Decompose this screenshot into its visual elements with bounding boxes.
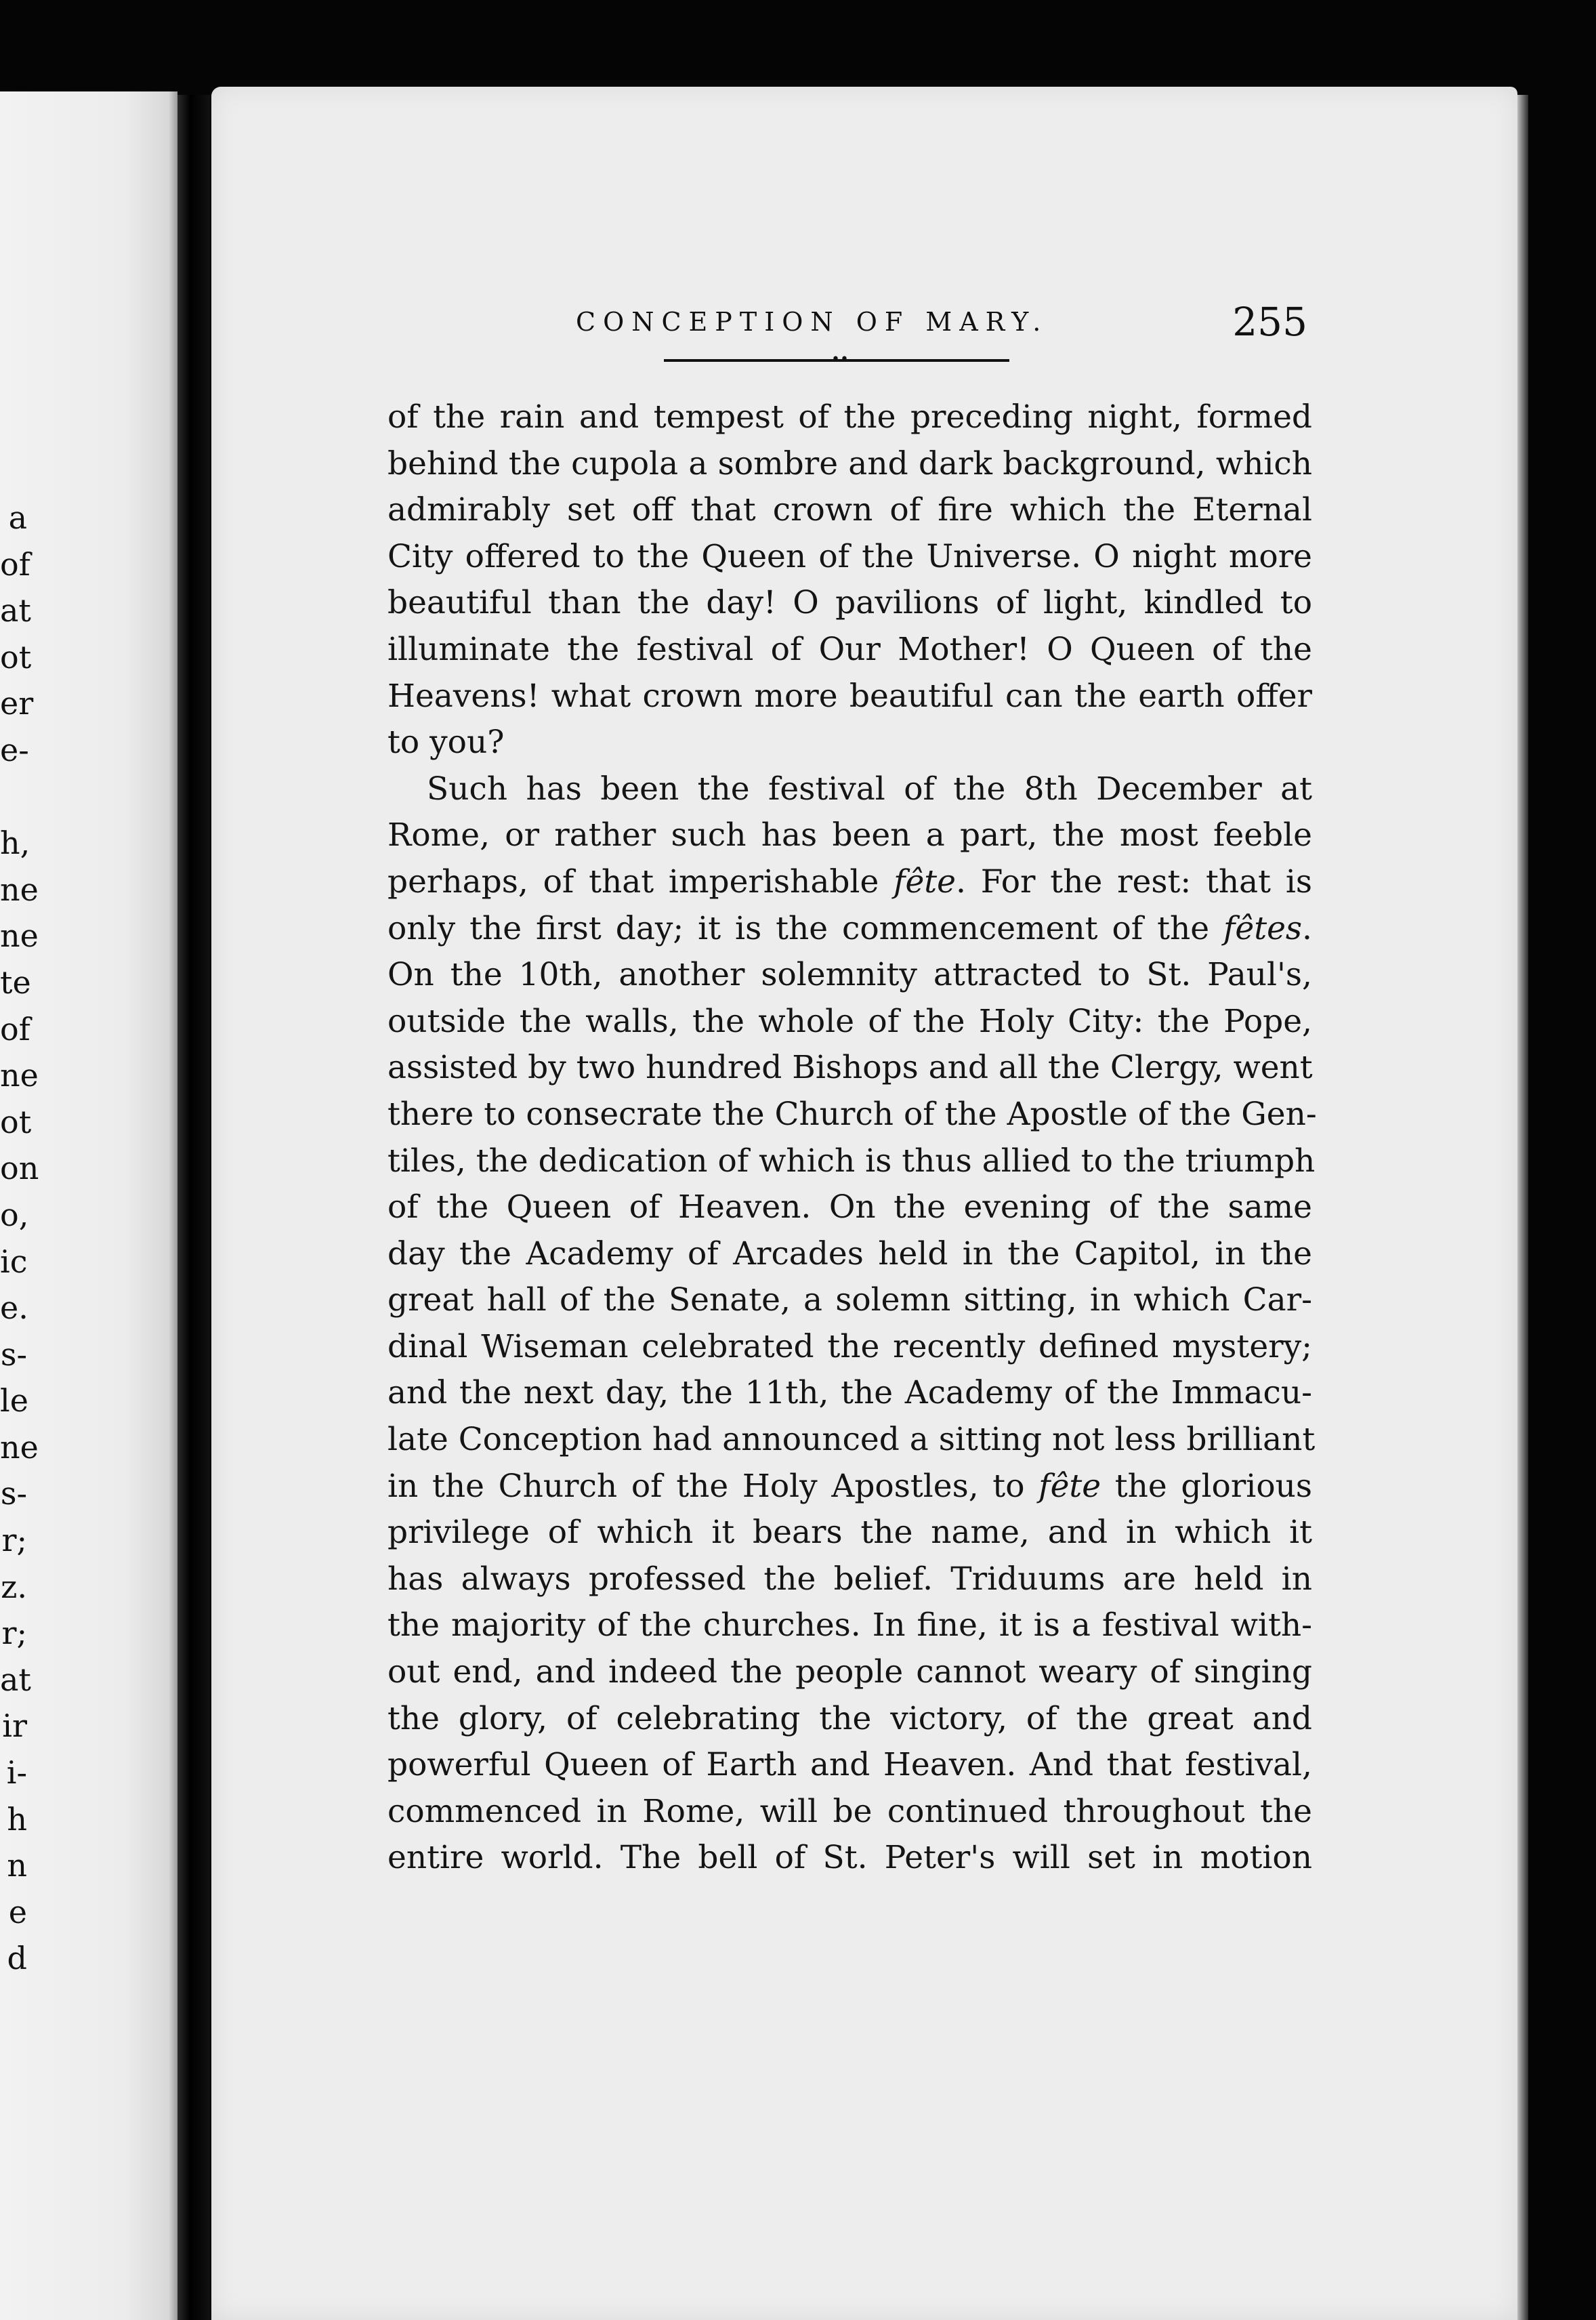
text-line: great hall of the Senate, a solemn sitting, in which Car- [387,1281,1312,1319]
left-facing-page [0,91,177,2320]
left-page-fragment: at [0,592,31,629]
page-number: 255 [1232,299,1307,345]
left-page-fragment: h, [0,825,30,862]
left-page-fragment: er [0,685,34,722]
text-line: late Conception had announced a sitting not less brilliant [387,1421,1316,1459]
left-page-fragment: ne [0,917,39,955]
left-page-fragment: ne [0,1428,39,1466]
left-page-fragment: o, [0,1196,29,1233]
text-line: behind the cupola a sombre and dark background, which [387,444,1312,482]
left-page-fragment: ne [0,871,39,908]
text-line: has always professed the belief. Triduums are held in [387,1560,1312,1598]
page-edge [1517,95,1528,2320]
scan-background [1463,0,1596,20]
text-line: outside the walls, the whole of the Holy City: the Pope, [387,1002,1312,1040]
text-line: entire world. The bell of St. Peter's will set in motion [387,1839,1312,1877]
text-line: Such has been the festival of the 8th December at [427,770,1312,808]
left-page-fragment: ne [0,1057,39,1094]
left-page-fragment: e [8,1893,27,1930]
running-head [576,299,1321,349]
text-line: On the 10th, another solemnity attracted to St. Paul's, [387,956,1312,994]
left-page-fragment: ot [0,1103,32,1140]
text-line: Heavens! what crown more beautiful can the earth offer [387,677,1312,715]
left-page-fragment: i- [6,1754,27,1791]
text-line: and the next day, the 11th, the Academy of the Immacu- [387,1374,1312,1412]
left-page-fragment: of [0,545,30,583]
text-line: of the rain and tempest of the preceding night, formed [387,398,1312,436]
text-line: assisted by two hundred Bishops and all the Clergy, went [387,1049,1313,1087]
left-page-fragment: of [0,1010,30,1048]
text-line: Rome, or rather such has been a part, the most feeble [387,816,1312,854]
body-text [387,394,1317,1882]
left-page-fragment [0,774,27,821]
left-page-fragment: on [0,1150,39,1187]
text-line: City offered to the Queen of the Universe. O night more [387,537,1312,575]
left-page-fragment: e. [0,1289,28,1327]
left-page-fragment: s- [0,1335,27,1373]
text-line: to you? [387,724,505,762]
text-line: dinal Wiseman celebrated the recently defined mystery; [387,1327,1312,1365]
left-page-fragment: h [7,1800,27,1838]
text-line: in the Church of the Holy Apostles, to fête the glorious [387,1467,1313,1505]
left-page-fragment: z. [1,1568,27,1605]
left-page-fragment: at [0,1661,31,1698]
text-line: admirably set off that crown of fire which the Eternal [387,491,1312,529]
text-line: only the first day; it is the commencement of the fêtes. [387,909,1312,947]
left-page-fragment: ic [0,1243,28,1280]
text-line: commenced in Rome, will be continued throughout the [387,1792,1312,1830]
left-page-fragment: r; [1,1522,27,1559]
left-page-fragment: ot [0,638,32,676]
text-line: the glory, of celebrating the victory, of the great and [387,1699,1312,1737]
left-page-fragment: d [7,1940,27,1977]
left-page-fragment: s- [0,1475,27,1512]
text-line: perhaps, of that imperishable fête. For the rest: that is [387,863,1312,900]
text-line: illuminate the festival of Our Mother! O Queen of the [387,630,1312,668]
left-page-fragment: a [8,499,27,536]
left-page-fragment: n [7,1847,27,1884]
text-line: there to consecrate the Church of the Apostle of the Gen- [387,1095,1317,1133]
text-line: out end, and indeed the people cannot weary of singing [387,1653,1312,1691]
text-line: day the Academy of Arcades held in the Capitol, in the [387,1235,1312,1272]
left-page-fragment: r; [1,1615,27,1652]
text-line: powerful Queen of Earth and Heaven. And that festival, [387,1746,1312,1784]
left-page-fragment: le [0,1382,28,1420]
left-page-fragment: e- [0,731,29,768]
text-line: tiles, the dedication of which is thus allied to the triumph [387,1142,1316,1180]
text-line: privilege of which it bears the name, and in which it [387,1514,1312,1552]
rule-ornament: •• [831,351,849,368]
left-page-text-fragments [0,495,39,1982]
left-page-fragment: te [0,964,31,1001]
text-line: the majority of the churches. In fine, it is a festival with- [387,1607,1312,1644]
running-title: CONCEPTION OF MARY. [576,307,1049,337]
left-page-fragment: ir [2,1707,27,1745]
book-gutter [177,95,210,2320]
text-line: beautiful than the day! O pavilions of light, kindled to [387,584,1312,622]
text-line: of the Queen of Heaven. On the evening of the same [387,1188,1312,1226]
